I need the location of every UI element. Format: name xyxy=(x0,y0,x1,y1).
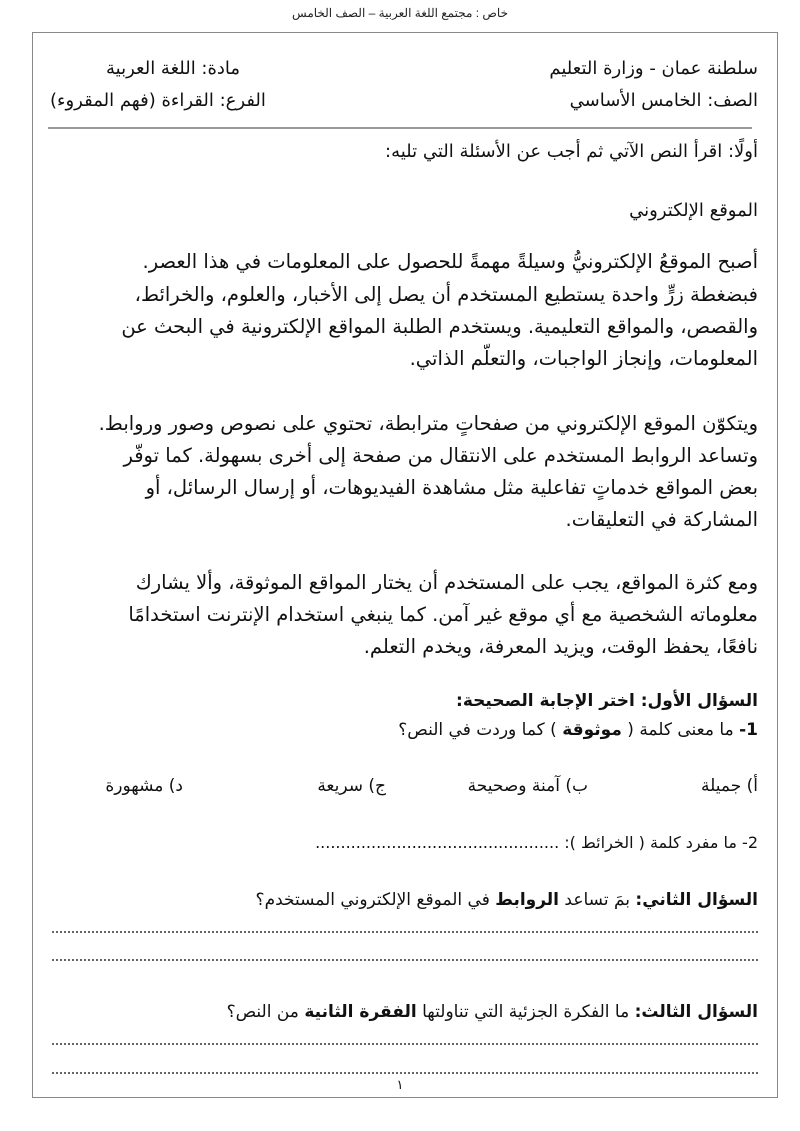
item-text: ما معنى كلمة ( xyxy=(621,720,740,740)
page-number: ١ xyxy=(396,1078,404,1093)
option-d[interactable]: د) مشهورة xyxy=(105,776,183,796)
passage-line: أصبح الموقعُ الإلكترونيُّ وسيلةً مهمةً للحصول على المعلومات في هذا العصر. xyxy=(142,250,758,273)
item-text: ) كما وردت في النص؟ xyxy=(398,720,563,740)
passage-line: نافعًا، يحفظ الوقت، ويزيد المعرفة، ويخدم التعلم. xyxy=(363,635,758,658)
item-number: 1- xyxy=(739,720,758,740)
passage-line: والقصص، والمواقع التعليمية. ويستخدم الطلبة المواقع الإلكترونية في البحث عن xyxy=(121,315,758,338)
question-label: السؤال الثاني: xyxy=(635,890,758,910)
option-b[interactable]: ب) آمنة وصحيحة xyxy=(467,776,588,796)
option-c[interactable]: ج) سريعة xyxy=(317,776,386,796)
passage-line: المعلومات، وإنجاز الواجبات، والتعلّم الذاتي. xyxy=(409,347,758,370)
key-word: الفقرة الثانية xyxy=(304,1002,417,1022)
question1-item2: 2- ما مفرد كلمة ( الخرائط ): ................................................ xyxy=(315,833,758,852)
question3 xyxy=(227,997,758,1027)
passage-line: وتساعد الروابط المستخدم على الانتقال من صفحة إلى أخرى بسهولة. كما توفّر xyxy=(123,444,758,467)
answer-line[interactable] xyxy=(52,1043,758,1045)
page-header-note: خاص : مجتمع اللغة العربية – الصف الخامس xyxy=(292,6,508,20)
subject-label: مادة: اللغة العربية xyxy=(106,58,241,79)
option-a[interactable]: أ) جميلة xyxy=(701,776,758,796)
question1-title: السؤال الأول: اختر الإجابة الصحيحة: xyxy=(456,691,758,711)
passage-line: المشاركة في التعليقات. xyxy=(565,508,758,531)
question2 xyxy=(256,885,758,915)
worksheet-frame xyxy=(32,32,778,1098)
question-text: في الموقع الإلكتروني المستخدم؟ xyxy=(255,890,496,910)
question-text: من النص؟ xyxy=(226,1002,305,1022)
passage-line: معلوماته الشخصية مع أي موقع غير آمن. كما ينبغي استخدام الإنترنت استخدامًا xyxy=(128,603,758,626)
question-label: السؤال الثالث: xyxy=(634,1002,758,1022)
instruction: أولًا: اقرأ النص الآتي ثم أجب عن الأسئلة التي تليه: xyxy=(385,141,758,162)
passage-line: بعض المواقع خدماتٍ تفاعلية مثل مشاهدة الفيديوهات، أو إرسال الرسائل، أو xyxy=(145,476,758,499)
key-word: الروابط xyxy=(495,890,560,910)
question-text: ما الفكرة الجزئية التي تناولتها xyxy=(416,1002,635,1022)
passage-title: الموقع الإلكتروني xyxy=(629,200,758,221)
key-word: موثوقة xyxy=(562,720,622,740)
header-divider xyxy=(48,127,752,129)
passage-line: فبضغطة زرٍّ واحدة يستطيع المستخدم أن يصل إلى الأخبار، والعلوم، والخرائط، xyxy=(134,283,758,306)
passage-line: ومع كثرة المواقع، يجب على المستخدم أن يختار المواقع الموثوقة، وألا يشارك xyxy=(135,571,758,594)
answer-line[interactable] xyxy=(52,959,758,961)
grade-label: الصف: الخامس الأساسي xyxy=(569,90,758,111)
branch-label: الفرع: القراءة (فهم المقروء) xyxy=(50,90,266,111)
ministry-label: سلطنة عمان - وزارة التعليم xyxy=(549,58,758,79)
question-text: بمَ تساعد xyxy=(559,890,636,910)
answer-line[interactable] xyxy=(52,1072,758,1074)
answer-line[interactable] xyxy=(52,931,758,933)
passage-line: ويتكوّن الموقع الإلكتروني من صفحاتٍ مترابطة، تحتوي على نصوص وصور وروابط. xyxy=(98,412,758,435)
question1-item1 xyxy=(398,715,758,745)
